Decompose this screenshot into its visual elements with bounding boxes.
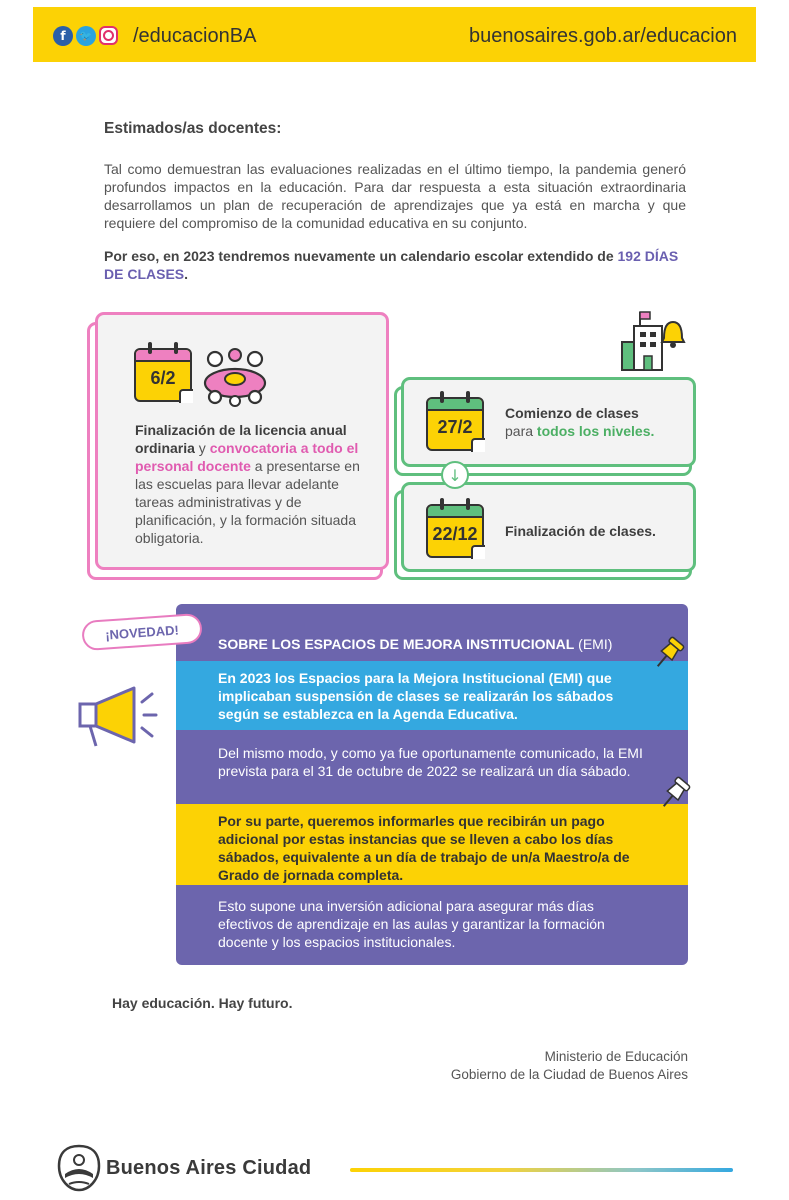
meeting-icon	[201, 345, 269, 407]
calendar-date: 27/2	[437, 417, 473, 437]
emi-title-acronym: (EMI)	[574, 636, 613, 652]
school-bell-icon	[620, 308, 686, 372]
classes-start-title: Comienzo de clases	[505, 405, 639, 421]
announcement-end: .	[184, 266, 189, 282]
greeting: Estimados/as docentes:	[104, 120, 282, 137]
signature-line-2: Gobierno de la Ciudad de Buenos Aires	[450, 1067, 688, 1082]
social-links	[53, 26, 118, 46]
classes-end-title: Finalización de clases.	[505, 523, 656, 539]
pink-card-text	[135, 421, 379, 547]
header-bar	[33, 7, 756, 62]
calendar-icon-22-12	[426, 504, 484, 558]
signature-line-1: Ministerio de Educación	[544, 1049, 688, 1064]
pink-card-body: a presentarse en las escuelas para llevar adelante tareas administrativas y de planificación, y la formación situada obligatoria.	[135, 458, 360, 546]
instagram-icon[interactable]	[99, 26, 118, 45]
emi-paragraph-3: Por su parte, queremos informarles que recibirán un pago adicional por estas instancias que se lleven a cabo los días sábados, equivalente a un día de trabajo de un/a Maestro/a de Grado de jornada completa.	[218, 813, 630, 883]
calendar-date: 6/2	[150, 368, 176, 388]
social-handle[interactable]: /educacionBA	[133, 25, 257, 47]
city-shield-logo	[57, 1144, 101, 1192]
emi-title	[218, 635, 648, 653]
website-link[interactable]: buenosaires.gob.ar/educacion	[469, 25, 737, 47]
emi-paragraph-2: Del mismo modo, y como ya fue oportunamente comunicado, la EMI prevista para el 31 de octubre de 2022 se realizará un día sábado.	[218, 745, 643, 779]
emi-info-box	[176, 604, 688, 965]
days-highlight: 192 DÍAS DE CLASES	[104, 248, 679, 282]
emi-paragraph-1: En 2023 los Espacios para la Mejora Institucional (EMI) que implicaban suspensión de clases se realizarán los sábados según se establezca en la Agenda Educativa.	[218, 670, 614, 722]
intro-paragraph: Tal como demuestran las evaluaciones realizadas en el último tiempo, la pandemia generó profundos impactos en la educación. Para dar respuesta a esta situación extraordinaria desarrollamos un plan de recuperación de aprendizajes que ya está en marcha y que requiere del compromiso de la comunidad educativa en su conjunto.	[104, 161, 686, 231]
megaphone-icon	[76, 684, 158, 748]
twitter-icon[interactable]: 🐦	[76, 26, 96, 46]
emi-paragraph-4: Esto supone una inversión adicional para asegurar más días efectivos de aprendizaje en las aulas y garantizar la formación docente y los espacios institucionales.	[218, 898, 605, 950]
facebook-icon[interactable]: f	[53, 26, 73, 46]
emi-title-bold: SOBRE LOS ESPACIOS DE MEJORA INSTITUCIONAL	[218, 636, 575, 652]
calendar-icon-27-2	[426, 397, 484, 451]
classes-start-text	[505, 404, 685, 440]
connector-text: y	[194, 440, 210, 456]
calendar-date: 22/12	[432, 524, 478, 544]
brand-name: Buenos Aires Ciudad	[106, 1157, 312, 1179]
footer-gradient-line	[350, 1168, 733, 1172]
calendar-announcement	[104, 247, 686, 283]
closing-slogan: Hay educación. Hay futuro.	[112, 995, 293, 1011]
calendar-icon-6-2	[134, 348, 192, 402]
signature	[451, 1048, 688, 1084]
staff-call-highlight: convocatoria a todo el personal docente	[135, 440, 359, 474]
license-end-text: Finalización de la licencia anual ordinaria	[135, 422, 347, 456]
announcement-text: Por eso, en 2023 tendremos nuevamente un calendario escolar extendido de	[104, 248, 618, 264]
pushpin-icon	[656, 776, 692, 812]
all-levels-highlight: todos los niveles.	[536, 423, 655, 439]
novedad-badge: ¡NOVEDAD!	[81, 613, 203, 651]
pushpin-icon	[650, 636, 686, 672]
classes-start-connector: para	[505, 423, 537, 439]
arrow-down-icon: ↓	[441, 461, 469, 489]
